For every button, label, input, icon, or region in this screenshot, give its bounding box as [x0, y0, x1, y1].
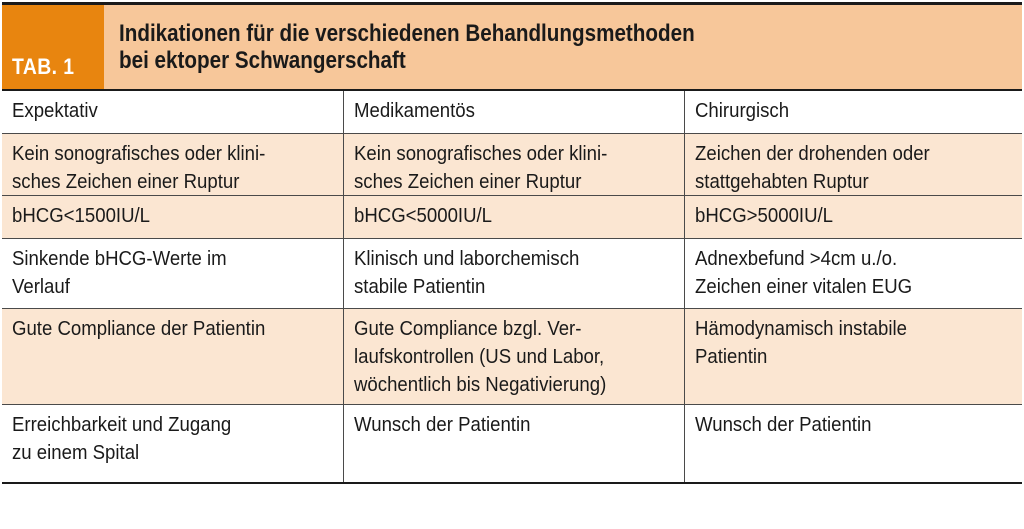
table-cell: Zeichen der drohenden oder stattgehabten Ruptur: [695, 143, 930, 193]
table-cell: bHCG>5000IU/L: [695, 205, 834, 227]
column-header-row: [2, 91, 1022, 134]
table-cell: Sinkende bHCG-Werte im Verlauf: [2, 239, 344, 308]
table-cell: Erreichbarkeit und Zugang zu einem Spital: [2, 405, 344, 482]
column-header-chirurgisch: Chirurgisch: [695, 100, 790, 122]
table-title-line-1: Indikationen für die verschiedenen Behandlungsmethoden: [119, 20, 695, 47]
table-title: [119, 20, 695, 74]
table-cell: Wunsch der Patientin: [344, 405, 685, 482]
indications-table: [2, 2, 1022, 484]
table-cell: Klinisch und laborchemisch stabile Patientin: [344, 239, 685, 308]
table-cell: Adnexbefund >4cm u./o. Zeichen einer vitalen EUG: [695, 248, 913, 298]
table-cell: Kein sonografisches oder klini- sches Zeichen einer Ruptur: [344, 134, 685, 195]
table-cell: bHCG<1500IU/L: [2, 196, 344, 238]
table-row: [2, 405, 1022, 482]
table-header: [2, 2, 1022, 89]
table-cell: bHCG<5000IU/L: [344, 196, 685, 238]
table-cell: Gute Compliance bzgl. Ver- laufskontrollen (US und Labor, wöchentlich bis Negativierung): [344, 309, 685, 404]
column-header-medikamentoes: Medikamentös: [344, 91, 685, 133]
column-header-expektativ: Expektativ: [2, 91, 344, 133]
table-cell: Hämodynamisch instabile Patientin: [695, 318, 907, 368]
tab-label: TAB. 1: [12, 54, 75, 79]
table-row: [2, 196, 1022, 239]
table-cell: Kein sonografisches oder klini- sches Zeichen einer Ruptur: [2, 134, 344, 195]
table-title-line-2: bei ektoper Schwangerschaft: [119, 47, 406, 74]
table-grid: [2, 89, 1022, 484]
table-row: [2, 134, 1022, 196]
tab-number-box: [2, 5, 104, 89]
table-cell: Wunsch der Patientin: [695, 414, 872, 436]
table-cell: Gute Compliance der Patientin: [2, 309, 344, 404]
table-row: [2, 239, 1022, 309]
table-row: [2, 309, 1022, 405]
